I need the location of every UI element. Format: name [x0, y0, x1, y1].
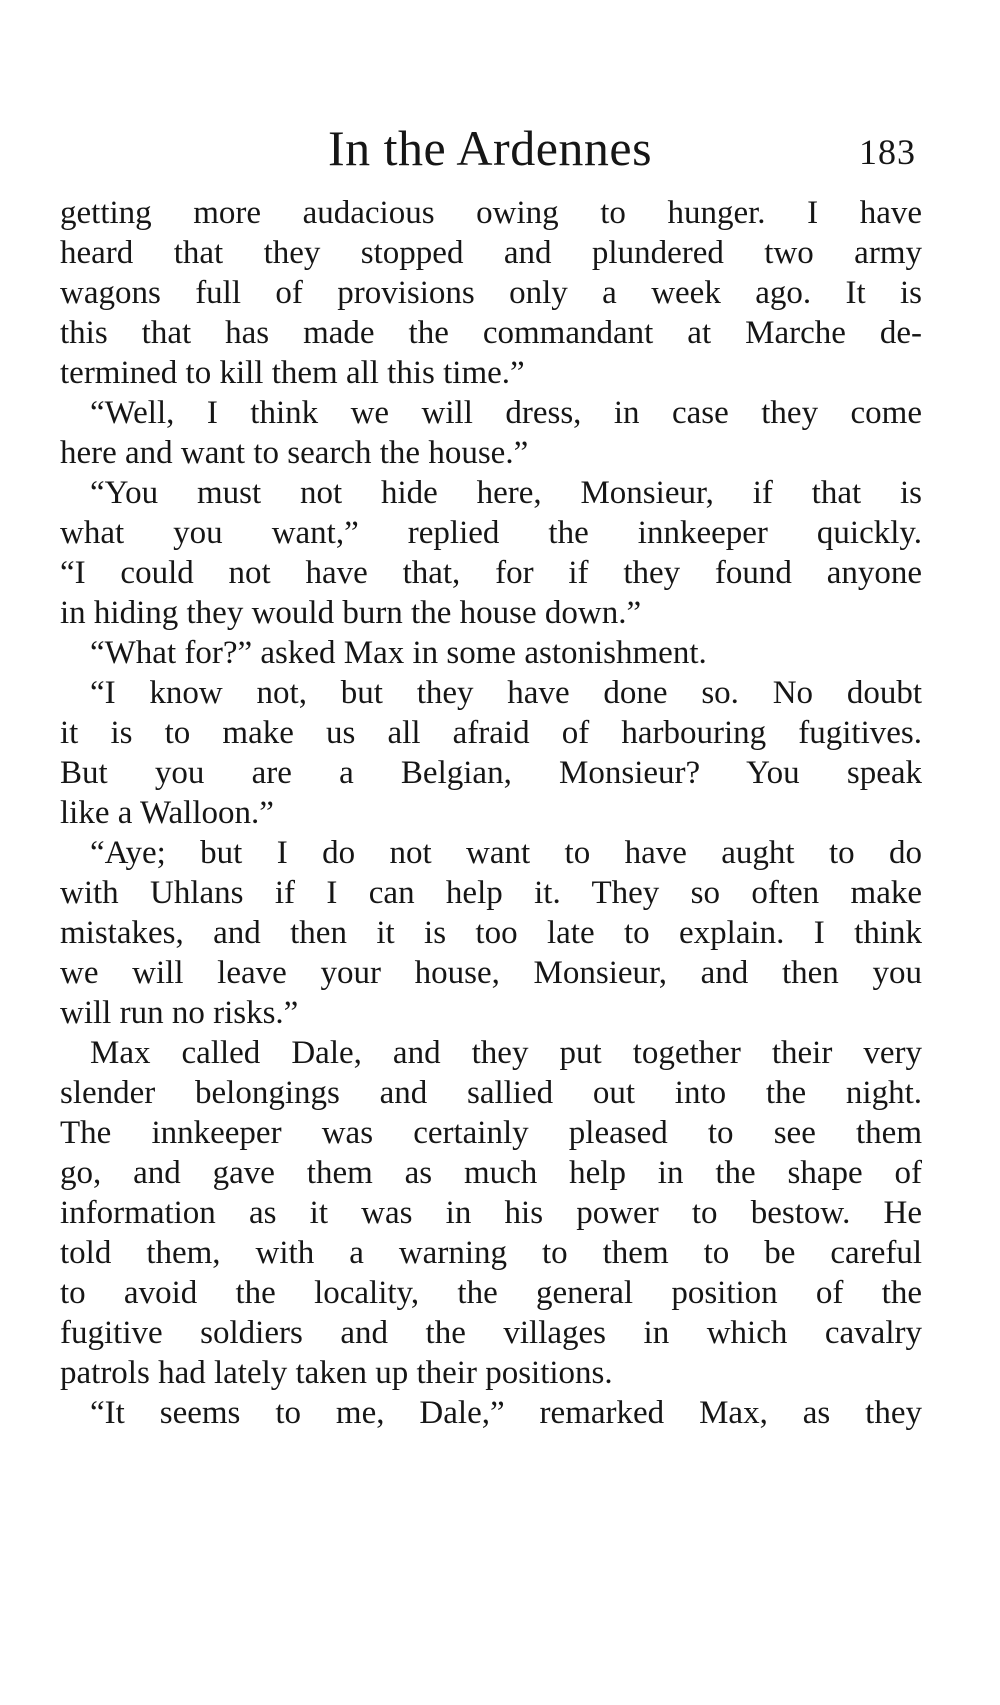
text-line: here and want to search the house.”	[60, 435, 529, 471]
text-line: But you are a Belgian, Monsieur? You speak	[60, 755, 922, 791]
text-line: “Aye; but I do not want to have aught to do	[90, 835, 922, 871]
text-line: it is to make us all afraid of harbouring fugitives.	[60, 715, 922, 751]
text-line: like a Walloon.”	[60, 795, 274, 831]
text-line: with Uhlans if I can help it. They so often make	[60, 875, 922, 911]
text-line: “I could not have that, for if they found anyone	[60, 555, 922, 591]
text-line: termined to kill them all this time.”	[60, 355, 525, 391]
text-line: to avoid the locality, the general position of the	[60, 1275, 922, 1311]
text-line: will run no risks.”	[60, 995, 299, 1031]
text-line: mistakes, and then it is too late to explain. I think	[60, 915, 922, 951]
text-line: go, and gave them as much help in the shape of	[60, 1155, 922, 1191]
page-number: 183	[859, 132, 916, 172]
text-line: “I know not, but they have done so. No doubt	[90, 675, 922, 711]
text-line: information as it was in his power to bestow. He	[60, 1195, 922, 1231]
running-head	[60, 118, 920, 178]
text-line: this that has made the commandant at Marche de-	[60, 315, 922, 351]
text-line: in hiding they would burn the house down.”	[60, 595, 642, 631]
chapter-title: In the Ardennes	[327, 120, 653, 176]
text-line: what you want,” replied the innkeeper quickly.	[60, 515, 922, 551]
text-line: patrols had lately taken up their positions.	[60, 1355, 613, 1391]
text-line: “It seems to me, Dale,” remarked Max, as they	[90, 1395, 922, 1431]
text-line: slender belongings and sallied out into the night.	[60, 1075, 922, 1111]
text-line: getting more audacious owing to hunger. I have	[60, 195, 922, 231]
text-line: “You must not hide here, Monsieur, if that is	[90, 475, 922, 511]
text-line: heard that they stopped and plundered two army	[60, 235, 922, 271]
text-line: “Well, I think we will dress, in case they come	[90, 395, 922, 431]
text-line: The innkeeper was certainly pleased to see them	[60, 1115, 922, 1151]
text-line: fugitive soldiers and the villages in which cavalry	[60, 1315, 922, 1351]
body-text	[60, 193, 922, 1433]
text-line: “What for?” asked Max in some astonishment.	[90, 635, 707, 671]
text-line: we will leave your house, Monsieur, and then you	[60, 955, 922, 991]
text-line: told them, with a warning to them to be careful	[60, 1235, 922, 1271]
text-line: Max called Dale, and they put together their very	[90, 1035, 922, 1071]
text-line: wagons full of provisions only a week ago. It is	[60, 275, 922, 311]
